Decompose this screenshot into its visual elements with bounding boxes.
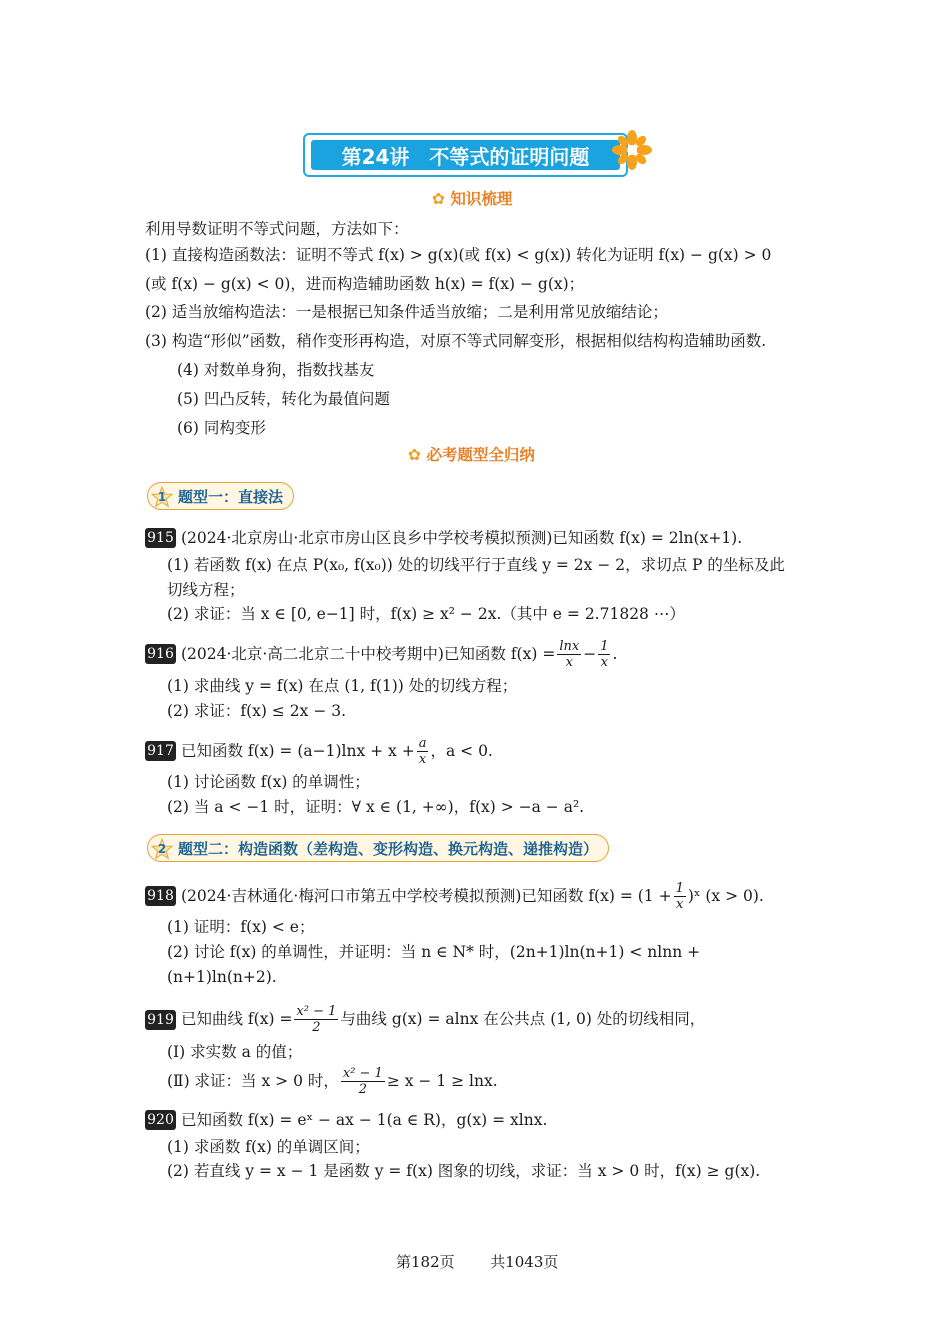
q918-fraction: $\frac{1}{x}$ bbox=[675, 880, 684, 912]
gear-flower-icon: ✿ bbox=[432, 190, 445, 208]
method-2: (2) 适当放缩构造法：一是根据已知条件适当放缩；二是利用常见放缩结论； bbox=[145, 303, 668, 321]
question-number-918: 918 bbox=[145, 886, 176, 906]
lecture-title-banner bbox=[303, 133, 628, 177]
q915-part2: (2) 求证：当 x ∈ [0, e−1] 时，f(x) ≥ x² − 2x.（其中 e = 2.71828 ⋯） bbox=[167, 605, 685, 623]
method-6: (6) 同构变形 bbox=[177, 419, 266, 437]
q917-part2: (2) 当 a < −1 时，证明：∀ x ∈ (1, +∞)，f(x) > −a − a². bbox=[167, 798, 585, 816]
q916-part2: (2) 求证：f(x) ≤ 2x − 3. bbox=[167, 702, 347, 720]
type-1-label: 题型一：直接法 bbox=[178, 487, 284, 506]
method-5: (5) 凹凸反转，转化为最值问题 bbox=[177, 390, 390, 408]
question-number-920: 920 bbox=[145, 1110, 176, 1130]
q920-part1: (1) 求函数 f(x) 的单调区间； bbox=[167, 1138, 370, 1156]
q918-part2-line2: (n+1)ln(n+2). bbox=[167, 968, 277, 986]
lecture-topic: 不等式的证明问题 bbox=[429, 144, 590, 169]
q920-part2: (2) 若直线 y = x − 1 是函数 y = f(x) 图象的切线，求证：当 x > 0 时，f(x) ≥ g(x). bbox=[167, 1162, 761, 1180]
q917-stem: 已知函数 f(x) = (a−1)lnx + x + $\frac{a}{x}$ ，a < 0. bbox=[181, 735, 493, 767]
method-1-line-1: (1) 直接构造函数法：证明不等式 f(x) > g(x)(或 f(x) < g(x)) 转化为证明 f(x) − g(x) > 0 bbox=[145, 246, 772, 264]
gear-flower-icon: ✿ bbox=[408, 446, 421, 464]
question-number-916: 916 bbox=[145, 644, 176, 664]
question-number-915: 915 bbox=[145, 528, 176, 548]
q919-part2: (Ⅱ) 求证：当 x > 0 时， $\frac{\text{x² − 1}}{2}$ ≥ x − 1 ≥ lnx. bbox=[167, 1065, 498, 1097]
method-3: (3) 构造“形似”函数，稍作变形再构造，对原不等式同解变形，根据相似结构构造辅助函数. bbox=[145, 332, 767, 350]
flower-icon bbox=[612, 128, 652, 172]
q916-fraction-2: $\frac{1}{x}$ bbox=[600, 638, 609, 670]
q918-stem: (2024·吉林通化·梅河口市第五中学校考模拟预测)已知函数 f(x) = (1 + $\frac{1}{x}$ )ˣ (x > 0). bbox=[181, 880, 764, 912]
q918-part2-line1: (2) 讨论 f(x) 的单调性，并证明：当 n ∈ N* 时，(2n+1)ln(n+1) < nlnn + bbox=[167, 943, 701, 961]
type-2-tag bbox=[147, 834, 609, 862]
star-number-icon: 1 bbox=[152, 487, 172, 507]
page-total: 共1043页 bbox=[490, 1253, 559, 1271]
question-number-919: 919 bbox=[145, 1010, 176, 1030]
intro-text: 利用导数证明不等式问题，方法如下： bbox=[145, 220, 409, 238]
page-number: 第182页 bbox=[396, 1253, 455, 1271]
q916-fraction-1: $\frac{\ln x}{x}$ bbox=[559, 638, 580, 670]
q915-part1-line2: 切线方程； bbox=[167, 581, 245, 599]
q919-stem: 已知曲线 f(x) = $\frac{\text{x² − 1}}{2}$ 与曲线 g(x) = alnx 在公共点 (1, 0) 处的切线相同， bbox=[181, 1003, 706, 1035]
types-heading: ✿ 必考题型全归纳 bbox=[408, 446, 535, 464]
star-number-icon: 2 bbox=[152, 839, 172, 859]
knowledge-heading: ✿ 知识梳理 bbox=[432, 190, 513, 208]
q915-stem: (2024·北京房山·北京市房山区良乡中学校考模拟预测)已知函数 f(x) = 2ln(x+1). bbox=[181, 529, 743, 547]
q919-part2-fraction: $\frac{\text{x² − 1}}{2}$ bbox=[342, 1065, 383, 1097]
question-number-917: 917 bbox=[145, 741, 176, 761]
q918-part1: (1) 证明：f(x) < e； bbox=[167, 918, 315, 936]
method-4: (4) 对数单身狗，指数找基友 bbox=[177, 361, 375, 379]
q916-part1: (1) 求曲线 y = f(x) 在点 (1, f(1)) 处的切线方程； bbox=[167, 677, 518, 695]
type-2-label: 题型二：构造函数（差构造、变形构造、换元构造、递推构造） bbox=[178, 839, 599, 858]
lecture-number: 第24讲 bbox=[341, 144, 410, 169]
q919-fraction: $\frac{\text{x² − 1}}{2}$ bbox=[296, 1003, 337, 1035]
q917-part1: (1) 讨论函数 f(x) 的单调性； bbox=[167, 773, 370, 791]
method-1-line-2: (或 f(x) − g(x) < 0)，进而构造辅助函数 h(x) = f(x) − g(x)； bbox=[145, 275, 585, 293]
q919-part1: (Ⅰ) 求实数 a 的值； bbox=[167, 1043, 303, 1061]
type-1-tag bbox=[147, 482, 294, 510]
q920-stem: 已知函数 f(x) = eˣ − ax − 1(a ∈ R)，g(x) = xlnx. bbox=[181, 1111, 548, 1129]
q917-fraction: $\frac{a}{x}$ bbox=[418, 735, 427, 767]
q915-part1-line1: (1) 若函数 f(x) 在点 P(x₀, f(x₀)) 处的切线平行于直线 y = 2x − 2，求切点 P 的坐标及此 bbox=[167, 556, 785, 574]
q916-stem: (2024·北京·高二北京二十中校考期中)已知函数 f(x) = $\frac{\ln x}{x}$ − $\frac{1}{x}$ . bbox=[181, 638, 618, 670]
page-footer bbox=[396, 1251, 558, 1272]
